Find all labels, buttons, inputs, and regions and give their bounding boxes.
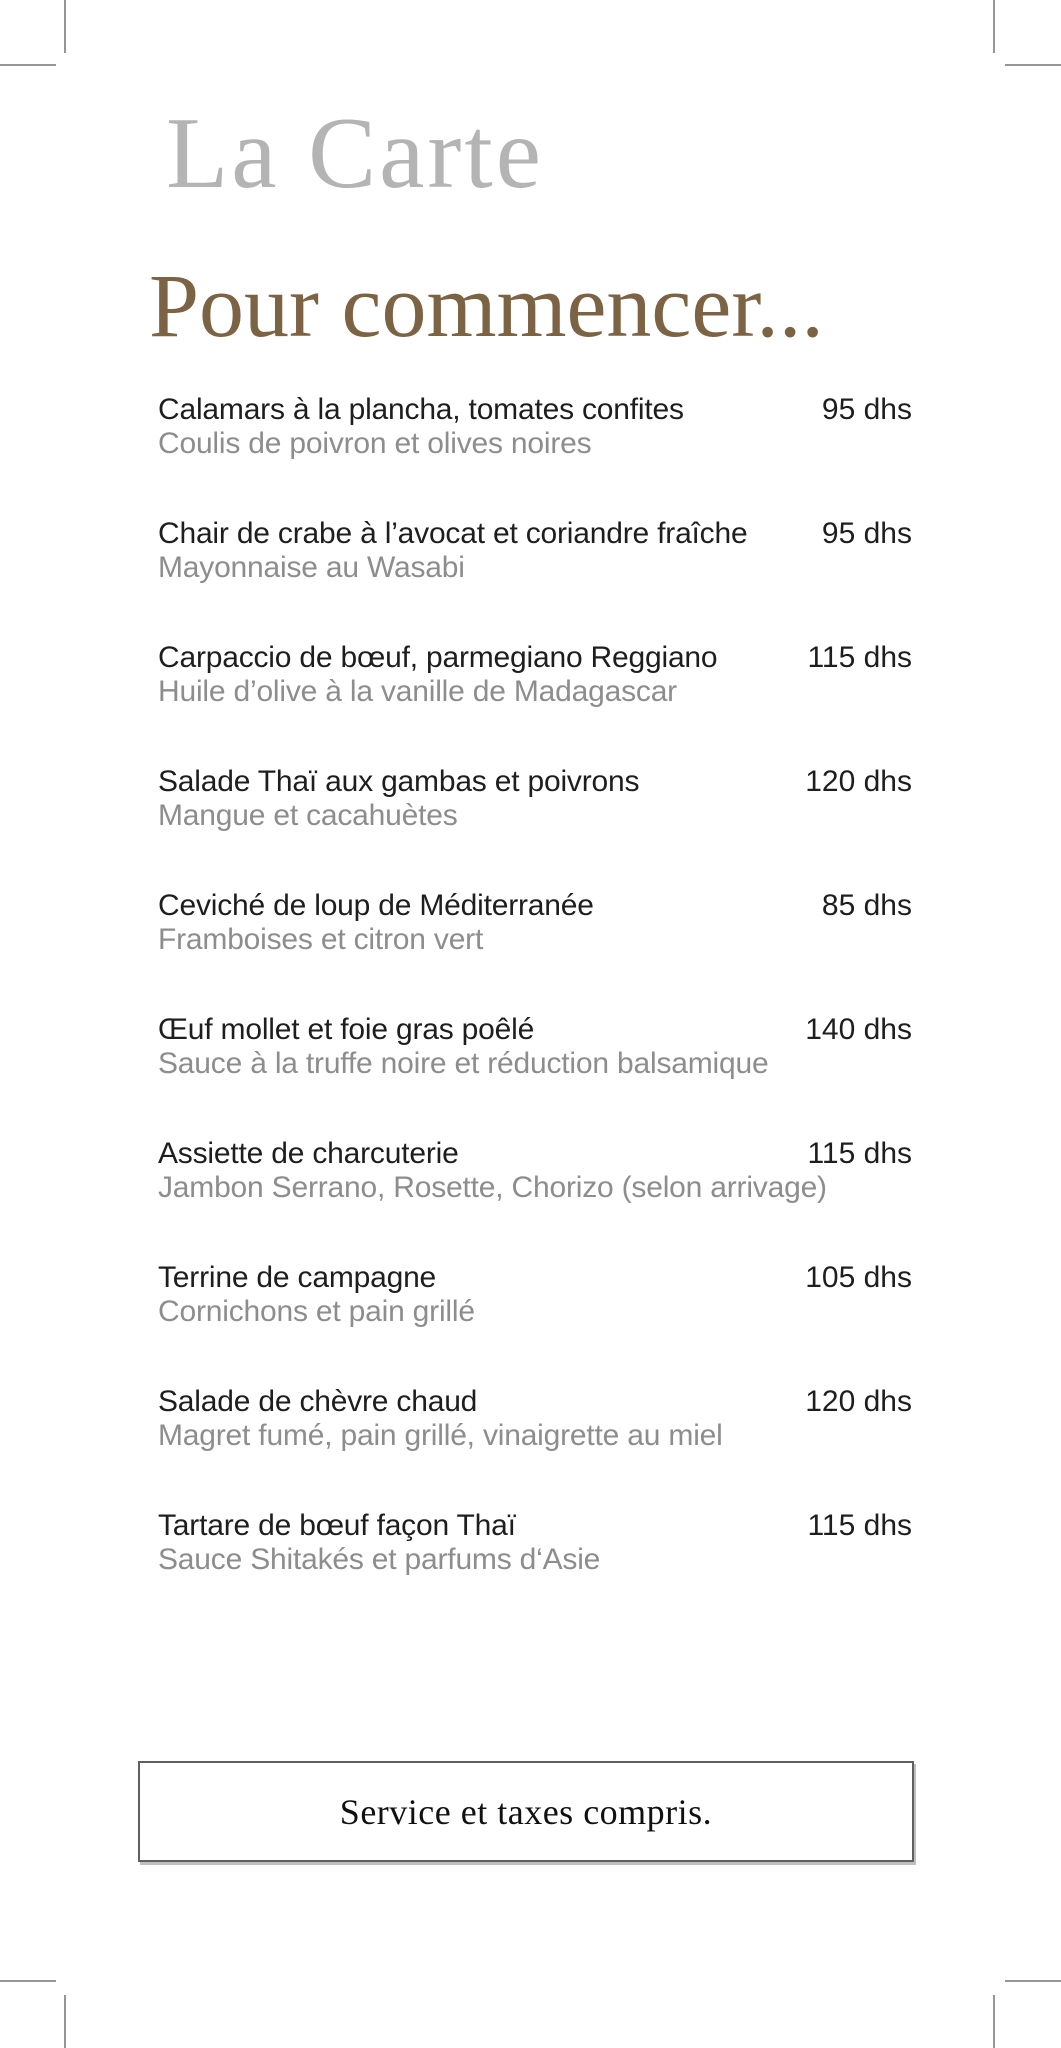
menu-item-description: Mangue et cacahuètes [158, 799, 458, 832]
menu-item-price: 105 dhs [805, 1261, 912, 1294]
section-heading: Pour commencer... [149, 257, 824, 356]
crop-mark-bottom-right-vertical [993, 1995, 995, 2048]
menu-list [158, 392, 912, 1632]
menu-item-name: Terrine de campagne [158, 1261, 437, 1294]
menu-item-name: Salade Thaï aux gambas et poivrons [158, 765, 640, 798]
menu-item-description: Jambon Serrano, Rosette, Chorizo (selon arrivage) [158, 1171, 827, 1204]
menu-item-name: Œuf mollet et foie gras poêlé [158, 1013, 535, 1046]
menu-item-name: Chair de crabe à l’avocat et coriandre fraîche [158, 517, 748, 550]
menu-item-price: 120 dhs [805, 765, 912, 798]
menu-item [158, 1508, 912, 1575]
menu-item [158, 392, 912, 459]
menu-item-price: 115 dhs [807, 641, 912, 674]
menu-item [158, 516, 912, 583]
crop-mark-bottom-left-vertical [64, 1995, 66, 2048]
page-title: La Carte [166, 97, 544, 210]
menu-item [158, 640, 912, 707]
menu-item [158, 764, 912, 831]
menu-item-price: 115 dhs [807, 1509, 912, 1542]
footer-note-text: Service et taxes compris. [339, 1791, 713, 1832]
menu-item-description: Magret fumé, pain grillé, vinaigrette au miel [158, 1419, 723, 1452]
menu-item-description: Mayonnaise au Wasabi [158, 551, 465, 584]
menu-item-description: Sauce Shitakés et parfums d‘Asie [158, 1543, 601, 1576]
crop-mark-bottom-left-horizontal [0, 1980, 56, 1982]
menu-item-name: Calamars à la plancha, tomates confites [158, 393, 684, 426]
menu-item-name: Ceviché de loup de Méditerranée [158, 889, 594, 922]
menu-item-price: 140 dhs [805, 1013, 912, 1046]
menu-item-description: Huile d’olive à la vanille de Madagascar [158, 675, 677, 708]
crop-mark-top-right-vertical [993, 0, 995, 53]
crop-mark-bottom-right-horizontal [1005, 1980, 1061, 1982]
crop-mark-top-left-vertical [64, 0, 66, 53]
menu-item-price: 115 dhs [807, 1137, 912, 1170]
menu-item [158, 888, 912, 955]
menu-item [158, 1384, 912, 1451]
menu-item-description: Sauce à la truffe noire et réduction balsamique [158, 1047, 769, 1080]
menu-item-name: Salade de chèvre chaud [158, 1385, 478, 1418]
menu-item-price: 95 dhs [821, 393, 912, 426]
menu-item-description: Coulis de poivron et olives noires [158, 427, 592, 460]
menu-item [158, 1260, 912, 1327]
menu-item-name: Assiette de charcuterie [158, 1137, 459, 1170]
crop-mark-top-left-horizontal [0, 64, 56, 66]
menu-item-description: Framboises et citron vert [158, 923, 484, 956]
menu-item-name: Carpaccio de bœuf, parmegiano Reggiano [158, 641, 718, 674]
crop-mark-top-right-horizontal [1005, 64, 1061, 66]
menu-item-description: Cornichons et pain grillé [158, 1295, 475, 1328]
menu-item [158, 1012, 912, 1079]
menu-item [158, 1136, 912, 1203]
menu-item-price: 85 dhs [821, 889, 912, 922]
menu-item-price: 95 dhs [821, 517, 912, 550]
menu-item-name: Tartare de bœuf façon Thaï [158, 1509, 516, 1542]
footer-note-box [138, 1761, 914, 1862]
menu-item-price: 120 dhs [805, 1385, 912, 1418]
